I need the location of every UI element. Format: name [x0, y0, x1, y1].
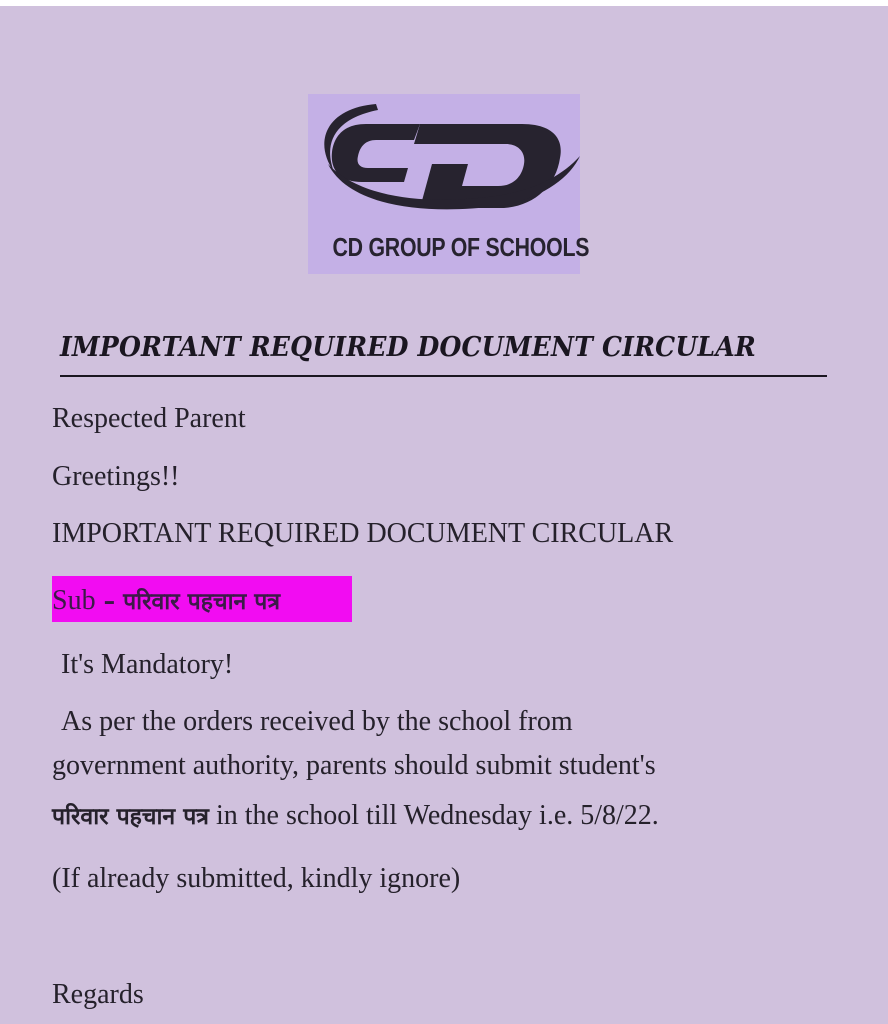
title-underline [60, 375, 827, 377]
body-line-1: As per the orders received by the school from [61, 706, 573, 737]
body-line-3 [52, 799, 659, 832]
body-line-2: government authority, parents should submit student's [52, 750, 656, 781]
greeting: Greetings!! [52, 461, 180, 492]
subject-dash: – [95, 589, 124, 615]
circular-title: IMPORTANT REQUIRED DOCUMENT CIRCULAR [60, 332, 756, 363]
school-logo [308, 94, 590, 274]
closing: Regards [52, 979, 144, 1010]
circular-page [0, 6, 888, 1024]
circular-heading: IMPORTANT REQUIRED DOCUMENT CIRCULAR [52, 518, 674, 549]
body-hindi-term: परिवार पहचान पत्र [52, 804, 209, 830]
cd-monogram-icon [308, 94, 580, 234]
subject-line [52, 584, 280, 617]
ignore-note: (If already submitted, kindly ignore) [52, 863, 461, 894]
subject-text: परिवार पहचान पत्र [123, 589, 281, 615]
school-name: CD GROUP OF SCHOOLS [332, 232, 590, 262]
mandatory-notice: It's Mandatory! [61, 649, 234, 680]
subject-prefix: Sub [52, 585, 96, 616]
body-line-3-rest: in the school till Wednesday i.e. 5/8/22. [208, 800, 659, 831]
salutation: Respected Parent [52, 403, 246, 434]
